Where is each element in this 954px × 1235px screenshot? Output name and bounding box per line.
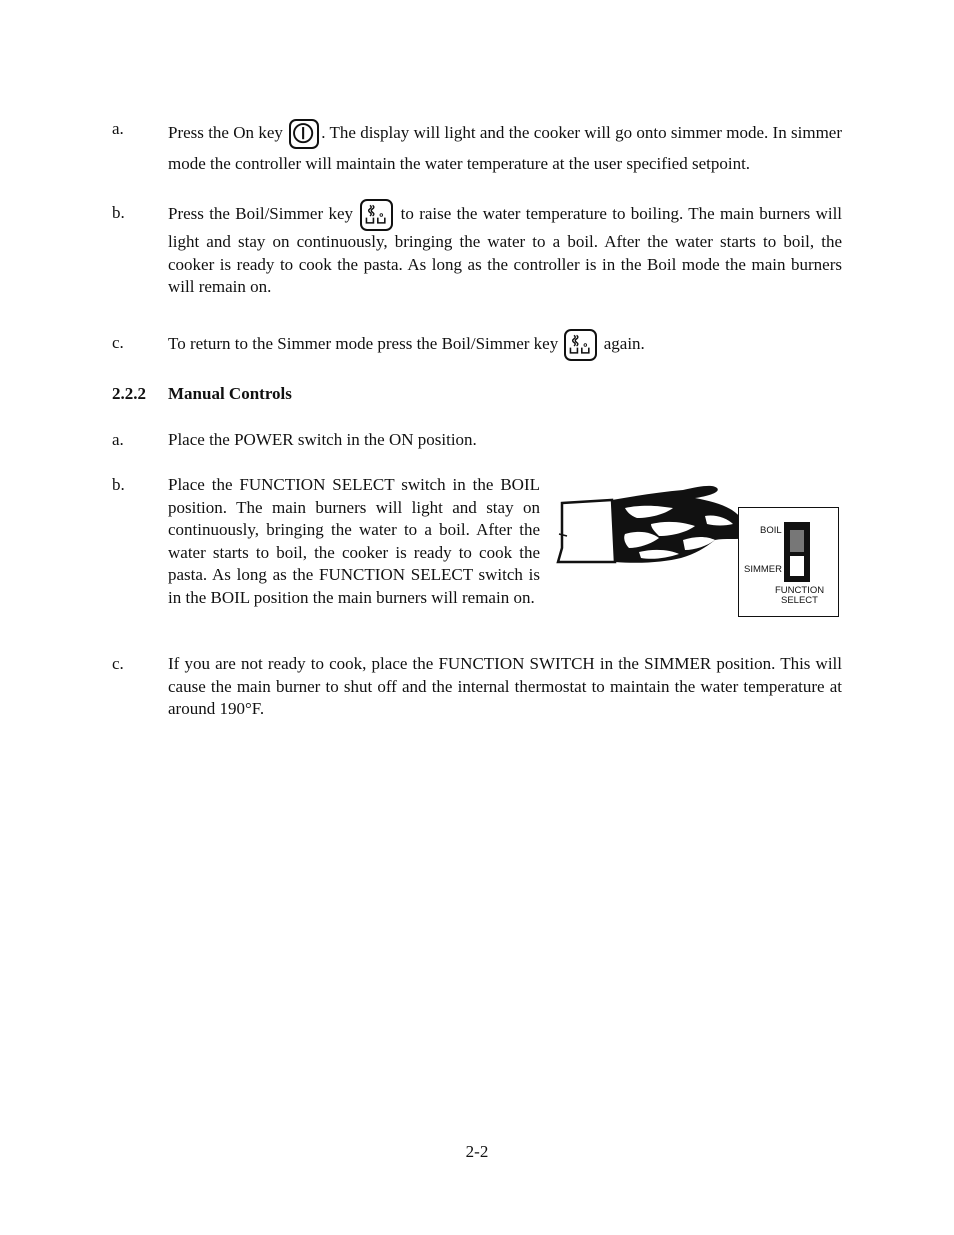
step-text: Press the On key: [168, 123, 283, 142]
step-text: Press the Boil/Simmer key: [168, 204, 353, 223]
step-text: If you are not ready to cook, place the FUNCTION SWITCH in the SIMMER position. This will cause the main burner to shut off and the internal thermostat to maintain the water temperature at around 190°F.: [168, 654, 842, 718]
step-text: . The display will light and the cooker will go onto simmer mode. In simmer mode the controller will maintain the water temperature at the user specified setpoint.: [168, 123, 843, 174]
step-c-return-simmer: [112, 329, 842, 361]
step-b-boil-simmer-key: [112, 199, 842, 299]
step-text: Place the POWER switch in the ON position.: [168, 430, 477, 449]
step-marker: c.: [112, 333, 124, 352]
rocker-switch: [784, 522, 810, 582]
section-title: Manual Controls: [168, 384, 292, 403]
boil-label: BOIL: [760, 525, 782, 536]
step-marker: a.: [112, 119, 124, 138]
manual-step-a: [112, 429, 842, 452]
page-number: 2-2: [465, 1142, 489, 1161]
manual-step-b: [112, 474, 540, 609]
section-heading: [112, 383, 292, 405]
boil-simmer-key-icon: [360, 199, 393, 231]
step-a-on-key: [112, 118, 842, 178]
step-text: Place the FUNCTION SELECT switch in the BOIL position. The main burners will light and stay on continuously, bringing the water to a boil. After the water starts to boil, the cooker is ready to cook the pasta. As long as the FUNCTION SELECT switch is in the BOIL position the main burners will remain on.: [168, 475, 540, 607]
manual-step-c: [112, 653, 842, 721]
section-number: 2.2.2: [112, 384, 146, 403]
step-text: again.: [603, 334, 645, 353]
step-text: to raise the water temperature to boiling. The main burners will light and stay on continuously, bringing the water to a boil. After the water starts to boil, the cooker is ready to cook the pasta. As long as the controller is in the Boil mode the main burners will remain on.: [168, 204, 843, 297]
step-marker: b.: [112, 203, 125, 222]
step-marker: b.: [112, 475, 125, 494]
select-label: SELECT: [781, 595, 818, 606]
function-select-illustration: [555, 478, 843, 622]
function-label: FUNCTION: [775, 585, 825, 596]
boil-simmer-key-icon: [564, 329, 597, 361]
step-marker: c.: [112, 654, 124, 673]
switch-panel: [738, 507, 839, 617]
step-marker: a.: [112, 430, 124, 449]
power-key-icon: [289, 119, 319, 149]
simmer-label: SIMMER: [744, 564, 782, 575]
step-text: To return to the Simmer mode press the Boil/Simmer key: [168, 334, 559, 353]
